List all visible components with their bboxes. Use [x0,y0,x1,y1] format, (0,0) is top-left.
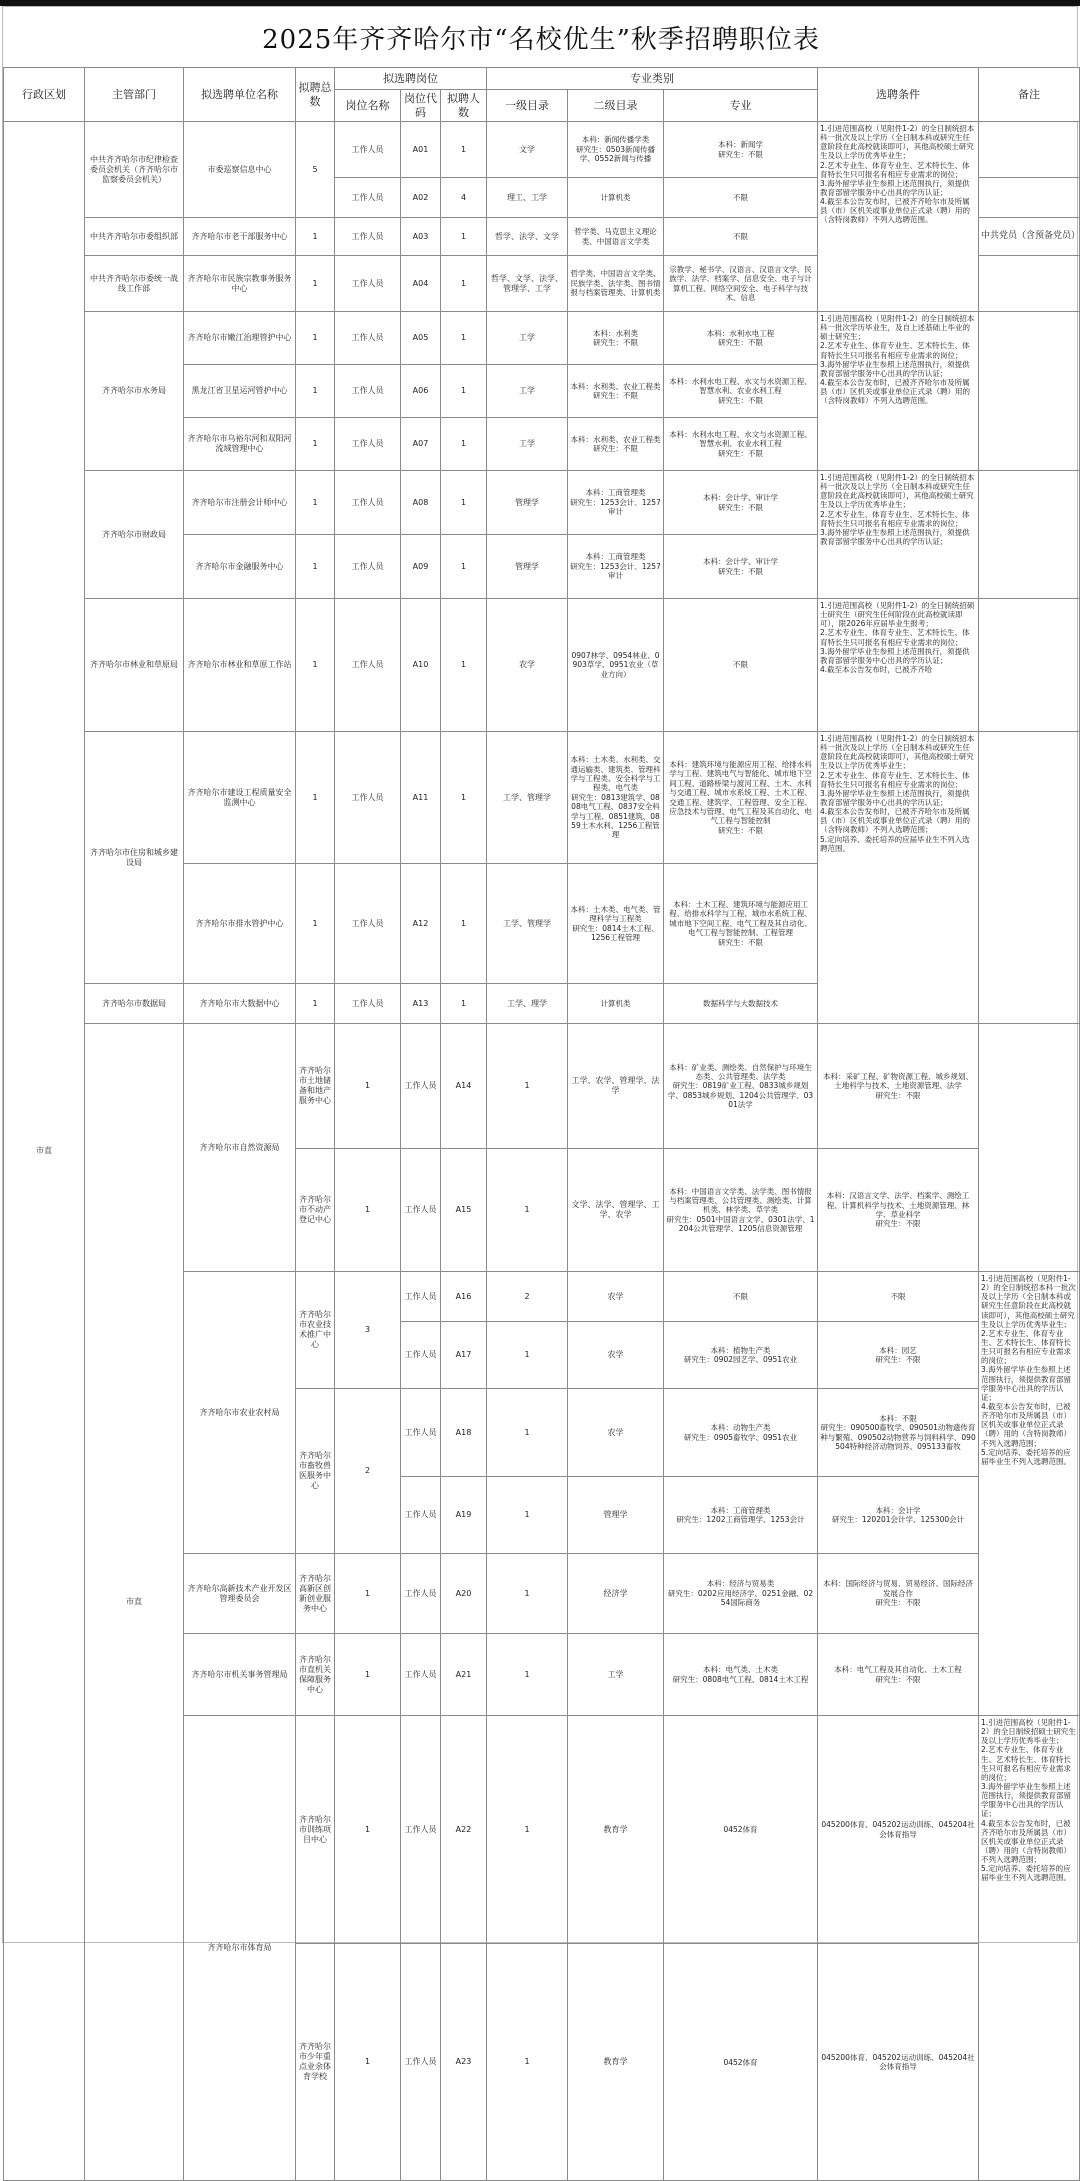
post-name-cell: 工作人员 [335,732,401,864]
post-count-cell: 1 [441,418,487,471]
dept-cell: 齐齐哈尔市住房和城乡建设局 [85,732,184,984]
unit-cell: 齐齐哈尔市排水管护中心 [184,864,296,984]
dept-cell: 齐齐哈尔市数据局 [85,984,184,1024]
post-code-cell: A23 [441,1944,487,2181]
table-row [4,1024,1080,1149]
header-region: 行政区划 [4,68,85,122]
major-cell: 本科：采矿工程、矿物资源工程、城乡规划、土地科学与技术、土地资源管理、法学 研究生：不限 [818,1024,979,1149]
post-name-cell: 工作人员 [335,418,401,471]
major-cell: 本科：建筑环境与能源应用工程、给排水科学与工程、建筑电气与智能化、城市地下空间工程、道路桥梁与渡河工程、土木、水利与交通工程、城市水系统工程、土木工程、交通工程、建筑学、工程管理、安全工程、应急技术与管理、电气工程及其自动化、电气工程与智能控制 研究生：不限 [664,732,818,864]
post-count-cell: 1 [487,1554,568,1634]
post-count-cell: 1 [487,1389,568,1477]
post-code-cell: A16 [441,1272,487,1322]
cat1-cell: 经济学 [568,1554,664,1634]
major-cell: 本科：不限 研究生：090500畜牧学、090501动物遗传育种与繁殖、090502动物营养与饲料科学、090504特种经济动物饲养、095133畜牧 [818,1389,979,1477]
header-cat2: 二级目录 [568,90,664,122]
major-cell: 045200体育、045202运动训练、045204社会体育指导 [818,1716,979,1944]
unit-cell: 齐齐哈尔市直机关保障服务中心 [296,1634,335,1716]
post-count-cell: 1 [441,365,487,418]
remark-cell [979,122,1080,178]
remark-cell [979,256,1080,312]
major-cell: 本科：新闻学 研究生：不限 [664,122,818,178]
post-name-cell: 工作人员 [335,471,401,535]
total-cell: 1 [335,1716,401,1944]
dept-cell: 齐齐哈尔市农业农村局 [184,1272,296,1554]
cat1-cell: 理工、工学 [487,178,568,218]
post-name-cell: 工作人员 [335,984,401,1024]
post-code-cell: A14 [441,1024,487,1149]
major-cell: 不限 [664,178,818,218]
post-count-cell: 1 [441,218,487,256]
post-count-cell: 1 [487,1634,568,1716]
total-cell: 1 [296,599,335,732]
cat2-cell: 本科：工商管理类 研究生：1253会计、1257审计 [568,535,664,599]
cat1-cell: 农学 [568,1322,664,1389]
total-cell: 1 [296,312,335,365]
post-count-cell: 2 [487,1272,568,1322]
post-name-cell: 工作人员 [401,1389,441,1477]
total-cell: 1 [335,1944,401,2181]
total-cell: 2 [335,1389,401,1554]
conditions-cell: 1.引进范围高校（见附件1-2）的全日制统招硕士研究生及以上学历优秀毕业生； 2.艺术专业生、体育专业生、艺术特长生、体育特长生只可报名有相应专业需求的岗位； 3.海外留学毕业生参照上述范围执行，须提供教育部留学服务中心出具的学历认证； 4.截至本公告发布时，已被齐齐哈尔市及所属县（市）区机关或事业单位正式录（聘）用的（含特岗教师）不列入选聘范围； 5.定向培养、委托培养的应届毕业生不列入选聘范围。 [979,1716,1080,2181]
major-cell: 宗教学、秘书学、汉语言、汉语言文学、民族学、法学、档案学、信息安全、电子与计算机工程、网络空间安全、电子科学与技术、信息 [664,256,818,312]
dept-cell: 齐齐哈尔市林业和草原局 [85,599,184,732]
dept-cell: 中共齐齐哈尔市纪律检查委员会机关（齐齐哈尔市监察委员会机关） [85,122,184,218]
cat2-cell: 本科：水利类 研究生：不限 [568,312,664,365]
cat1-cell: 农学 [568,1389,664,1477]
conditions-cell: 1.引进范围高校（见附件1-2）的全日制统招硕士研究生（研究生任何阶段在此高校就读即可），限2026年应届毕业生报考； 2.艺术专业生、体育专业生、艺术特长生、体育特长生只可报名有相应专业需求的岗位； 3.海外留学毕业生参照上述范围执行，须提供教育部留学服务中心出具的学历认证； 4.截至本公告发布时，已被齐齐哈 [818,599,979,732]
unit-cell: 齐齐哈尔市民族宗教事务服务中心 [184,256,296,312]
post-code-cell: A13 [401,984,441,1024]
dept-cell: 齐齐哈尔市水务局 [85,312,184,471]
major-cell: 本科：电气工程及其自动化、土木工程 研究生：不限 [818,1634,979,1716]
major-cell: 本科：会计学、审计学 研究生：不限 [664,471,818,535]
cat1-cell: 哲学、法学、文学 [487,218,568,256]
header-post-name: 岗位名称 [335,90,401,122]
post-code-cell: A07 [401,418,441,471]
unit-cell: 齐齐哈尔市乌裕尔河和双阳河流域管理中心 [184,418,296,471]
dept-cell: 中共齐齐哈尔市委组织部 [85,218,184,256]
post-name-cell: 工作人员 [335,122,401,178]
cat2-cell: 哲学类、中国语言文学类、民族学类、法学类、图书情报与档案管理类、计算机类 [568,256,664,312]
post-code-cell: A19 [441,1477,487,1554]
post-count-cell: 1 [487,1149,568,1272]
remark-cell [979,599,1080,732]
conditions-cell: 1.引进范围高校（见附件1-2）的全日制统招本科一批次学历毕业生，及自上述基础上毕业的硕士研究生； 2.艺术专业生、体育专业生、艺术特长生、体育特长生只可报名有相应专业需求的岗位； 3.海外留学毕业生参照上述范围执行，须提供教育部留学服务中心出具的学历认证； 4.截至本公告发布时，已被齐齐哈尔市及所属县（市）区机关或事业单位正式录（聘）用的（含特岗教师）不列入选聘范围。 [818,312,979,471]
post-count-cell: 1 [441,984,487,1024]
cat2-cell: 本科：水利类、农业工程类 研究生：不限 [568,418,664,471]
cat1-cell: 工学、理学 [487,984,568,1024]
unit-cell: 齐齐哈尔市畜牧兽医服务中心 [296,1389,335,1554]
table-row [4,732,1080,864]
cat2-cell: 本科：土木类、水利类、交通运输类、建筑类、管理科学与工程类、安全科学与工程类、电气类 研究生：0813建筑学、0808电气工程、0837安全科学与工程、0851建筑、0859土木水利、1256工程管理 [568,732,664,864]
cat2-cell: 本科：中国语言文学类、法学类、图书情报与档案管理类、公共管理类、测绘类、计算机类、林学类、草学类 研究生：0501中国语言文学、0301法学、1204公共管理学、1205信息资源管理 [664,1149,818,1272]
header-total: 拟聘总数 [296,68,335,122]
cat2-cell: 0452体育 [664,1944,818,2181]
post-name-cell: 工作人员 [335,864,401,984]
remark-cell [979,312,1080,471]
post-code-cell: A08 [401,471,441,535]
remark-cell [979,471,1080,599]
post-name-cell: 工作人员 [401,1322,441,1389]
post-count-cell: 1 [441,864,487,984]
conditions-cell: 1.引进范围高校（见附件1-2）的全日制统招本科一批次及以上学历（全日制本科或研究生任意阶段在此高校就读即可），其他高校硕士研究生及以上学历优秀毕业生； 2.艺术专业生、体育专业生、艺术特长生、体育特长生只可报名有相应专业需求的岗位； 3.海外留学毕业生参照上述范围执行，须提供教育部留学服务中心出具的学历认证； 4.截至本公告发布时，已被齐齐哈尔市及所属县（市）区机关或事业单位正式录（聘）用的（含特岗教师）不列入选聘范围； 5.定向培养、委托培养的应届毕业生不列入选聘范围。 [818,732,979,1024]
total-cell: 1 [335,1024,401,1149]
post-code-cell: A20 [441,1554,487,1634]
post-name-cell: 工作人员 [401,1554,441,1634]
cat2-cell: 本科：电气类、土木类 研究生：0808电气工程、0814土木工程 [664,1634,818,1716]
header-unit: 拟选聘单位名称 [184,68,296,122]
post-name-cell: 工作人员 [335,218,401,256]
cat2-cell: 本科：动物生产类 研究生：0905畜牧学、0951农业 [664,1389,818,1477]
post-name-cell: 工作人员 [401,1716,441,1944]
header-dept: 主管部门 [85,68,184,122]
major-cell: 本科：汉语言文学、法学、档案学、测绘工程、计算机科学与技术、土地资源管理、林学、草业科学 研究生：不限 [818,1149,979,1272]
total-cell: 1 [296,418,335,471]
major-cell: 本科：园艺 研究生：不限 [818,1322,979,1389]
post-count-cell: 1 [487,1944,568,2181]
cat1-cell: 工学 [487,365,568,418]
post-code-cell: A01 [401,122,441,178]
total-cell: 1 [335,1634,401,1716]
post-name-cell: 工作人员 [335,535,401,599]
post-name-cell: 工作人员 [401,1944,441,2181]
major-cell: 本科：水利水电工程、水文与水资源工程、智慧水利、农业水利工程 研究生：不限 [664,418,818,471]
unit-cell: 齐齐哈尔市农业技术推广中心 [296,1272,335,1389]
unit-cell: 齐齐哈尔市林业和草原工作站 [184,599,296,732]
cat1-cell: 工学 [487,312,568,365]
post-count-cell: 1 [487,1477,568,1554]
total-cell: 1 [296,535,335,599]
post-name-cell: 工作人员 [335,365,401,418]
post-name-cell: 工作人员 [335,256,401,312]
post-code-cell: A09 [401,535,441,599]
post-name-cell: 工作人员 [401,1024,441,1149]
header-post-count: 拟聘人数 [441,90,487,122]
post-count-cell: 1 [441,535,487,599]
unit-cell: 齐齐哈尔高新区创新创业服务中心 [296,1554,335,1634]
header-cat1: 一级目录 [487,90,568,122]
cat2-cell: 哲学类、马克思主义理论类、中国语言文学类 [568,218,664,256]
dept-cell: 中共齐齐哈尔市委统一战线工作部 [85,256,184,312]
cat1-cell: 工学、农学、管理学、法学 [568,1024,664,1149]
post-code-cell: A22 [441,1716,487,1944]
cat1-cell: 管理学 [568,1477,664,1554]
post-count-cell: 1 [441,599,487,732]
total-cell: 1 [296,218,335,256]
remark-cell [979,732,1080,1024]
cat2-cell: 本科：工商管理类 研究生：1202工商管理学、1253会计 [664,1477,818,1554]
cat1-cell: 管理学 [487,471,568,535]
spreadsheet-sheet [2,6,1080,2082]
cat1-cell: 农学 [487,599,568,732]
total-cell: 1 [335,1149,401,1272]
total-cell: 3 [335,1272,401,1389]
cat2-cell: 本科：新闻传播学类 研究生：0503新闻传播学、0552新闻与传播 [568,122,664,178]
cat2-cell: 0907林学、0954林业、0903草学、0951农业（草业方向） [568,599,664,732]
header-group-post: 拟选聘岗位 [335,68,487,90]
unit-cell: 齐齐哈尔市少年重点业余体育学校 [296,1944,335,2181]
conditions-cell: 1.引进范围高校（见附件1-2）的全日制统招本科一批次及以上学历（全日制本科或研究生任意阶段在此高校就读即可），其他高校硕士研究生及以上学历优秀毕业生； 2.艺术专业生、体育专业生、艺术特长生、体育特长生只可报名有相应专业需求的岗位； 3.海外留学毕业生参照上述范围执行，须提供教育部留学服务中心出具的学历认证； 4.截至本公告发布时，已被齐齐哈尔市及所属县（市）区机关或事业单位正式录（聘）用的（含特岗教师）不列入选聘范围； 5.定向培养、委托培养的应届毕业生不列入选聘范围。 [979,1272,1080,1716]
header-cond: 选聘条件 [818,68,979,122]
region-cell: 市直 [4,122,85,2181]
dept-cell: 齐齐哈尔市自然资源局 [184,1024,296,1272]
recruitment-table [3,67,1080,2181]
header-group-major: 专业类别 [487,68,818,90]
cat2-cell: 计算机类 [568,178,664,218]
post-name-cell: 工作人员 [335,599,401,732]
total-cell: 1 [296,256,335,312]
cat1-cell: 文学、法学、管理学、工学、农学 [568,1149,664,1272]
dept-cell: 齐齐哈尔高新技术产业开发区管理委员会 [184,1554,296,1634]
cat2-cell: 本科：水利类、农业工程类 研究生：不限 [568,365,664,418]
post-code-cell: A05 [401,312,441,365]
post-count-cell: 1 [441,312,487,365]
major-cell: 本科：土木工程、建筑环境与能源应用工程、给排水科学与工程、城市水系统工程、城市地下空间工程、电气工程及其自动化、电气工程与智能控制、工程管理 研究生：不限 [664,864,818,984]
post-name-cell: 工作人员 [401,1149,441,1272]
post-code-cell: A03 [401,218,441,256]
major-cell: 不限 [818,1272,979,1322]
dept-cell: 齐齐哈尔市体育局 [184,1716,296,2181]
major-cell: 045200体育、045202运动训练、045204社会体育指导 [818,1944,979,2181]
post-count-cell: 1 [441,471,487,535]
table-row [4,471,1080,535]
cat1-cell: 工学、管理学 [487,864,568,984]
cat2-cell: 本科：植物生产类 研究生：0902园艺学、0951农业 [664,1322,818,1389]
major-cell: 本科：会计学、审计学 研究生：不限 [664,535,818,599]
region-cell: 市直 [85,1024,184,2181]
post-name-cell: 工作人员 [401,1634,441,1716]
post-name-cell: 工作人员 [335,312,401,365]
total-cell: 1 [296,864,335,984]
unit-cell: 齐齐哈尔市不动产登记中心 [296,1149,335,1272]
total-cell: 1 [296,984,335,1024]
cat1-cell: 工学 [568,1634,664,1716]
dept-cell: 齐齐哈尔市机关事务管理局 [184,1634,296,1716]
total-cell: 1 [296,732,335,864]
post-count-cell: 1 [487,1322,568,1389]
post-name-cell: 工作人员 [335,178,401,218]
unit-cell: 黑龙江省卫星运河管护中心 [184,365,296,418]
post-code-cell: A04 [401,256,441,312]
unit-cell: 齐齐哈尔市大数据中心 [184,984,296,1024]
cat1-cell: 哲学、文学、法学、管理学、工学 [487,256,568,312]
cat2-cell: 本科：经济与贸易类 研究生：0202应用经济学、0251金融、0254国际商务 [664,1554,818,1634]
unit-cell: 齐齐哈尔市土地储备和地产服务中心 [296,1024,335,1149]
cat1-cell: 工学 [487,418,568,471]
page-title: 2025年齐齐哈尔市“名校优生”秋季招聘职位表 [262,25,820,55]
header-post-code: 岗位代码 [401,90,441,122]
table-row [4,599,1080,732]
post-code-cell: A02 [401,178,441,218]
cat2-cell: 本科：土木类、电气类、管理科学与工程类 研究生：0814土木工程、1256工程管理 [568,864,664,984]
post-count-cell: 1 [441,256,487,312]
cat1-cell: 管理学 [487,535,568,599]
header-major: 专业 [664,90,818,122]
total-cell: 1 [296,471,335,535]
post-count-cell: 1 [487,1024,568,1149]
conditions-cell [979,1024,1080,1272]
post-count-cell: 1 [441,732,487,864]
cat1-cell: 农学 [568,1272,664,1322]
table-row [4,312,1080,365]
unit-cell: 齐齐哈尔市老干部服务中心 [184,218,296,256]
cat2-cell: 本科：矿业类、测绘类、自然保护与环境生态类、公共管理类、法学类 研究生：0819矿业工程、0833城乡规划学、0853城乡规划、1204公共管理学、0301法学 [664,1024,818,1149]
post-code-cell: A12 [401,864,441,984]
cat1-cell: 教育学 [568,1944,664,2181]
post-code-cell: A15 [441,1149,487,1272]
cat2-cell: 本科：工商管理类 研究生：1253会计、1257审计 [568,471,664,535]
cat1-cell: 教育学 [568,1716,664,1944]
major-cell: 数据科学与大数据技术 [664,984,818,1024]
header-remark: 备注 [979,68,1080,122]
post-code-cell: A17 [441,1322,487,1389]
major-cell: 不限 [664,599,818,732]
unit-cell: 齐齐哈尔市金融服务中心 [184,535,296,599]
remark-cell [979,178,1080,218]
post-count-cell: 1 [441,122,487,178]
post-code-cell: A11 [401,732,441,864]
post-code-cell: A21 [441,1634,487,1716]
post-code-cell: A06 [401,365,441,418]
unit-cell: 齐齐哈尔市建设工程质量安全监测中心 [184,732,296,864]
unit-cell: 齐齐哈尔市训练项目中心 [296,1716,335,1944]
post-count-cell: 1 [487,1716,568,1944]
table-row [4,122,1080,178]
major-cell: 本科：水利水电工程、水文与水资源工程、智慧水利、农业水利工程 研究生：不限 [664,365,818,418]
cat2-cell: 计算机类 [568,984,664,1024]
cat1-cell: 工学、管理学 [487,732,568,864]
major-cell: 本科：水利水电工程 研究生：不限 [664,312,818,365]
major-cell: 本科：会计学 研究生：120201会计学、125300会计 [818,1477,979,1554]
cat2-cell: 0452体育 [664,1716,818,1944]
unit-cell: 齐齐哈尔市注册会计师中心 [184,471,296,535]
total-cell: 5 [296,122,335,218]
dept-cell: 齐齐哈尔市财政局 [85,471,184,599]
unit-cell: 市委巡察信息中心 [184,122,296,218]
total-cell: 1 [296,365,335,418]
conditions-cell: 1.引进范围高校（见附件1-2）的全日制统招本科一批次及以上学历（全日制本科或研究生任意阶段在此高校就读即可），其他高校硕士研究生及以上学历优秀毕业生； 2.艺术专业生、体育专业生、艺术特长生、体育特长生只可报名有相应专业需求的岗位； 3.海外留学毕业生参照上述范围执行，须提供教育部留学服务中心出具的学历认证； [818,471,979,599]
post-name-cell: 工作人员 [401,1272,441,1322]
major-cell: 本科：国际经济与贸易、贸易经济、国际经济发展合作 研究生：不限 [818,1554,979,1634]
cat1-cell: 文学 [487,122,568,178]
conditions-cell: 1.引进范围高校（见附件1-2）的全日制统招本科一批次及以上学历（全日制本科或研究生任意阶段在此高校就读即可），其他高校硕士研究生及以上学历优秀毕业生； 2.艺术专业生、体育专业生、艺术特长生、体育特长生只可报名有相应专业需求的岗位； 3.海外留学毕业生参照上述范围执行，须提供教育部留学服务中心出具的学历认证； 4.截至本公告发布时，已被齐齐哈尔市及所属县（市）区机关或事业单位正式录（聘）用的（含特岗教师）不列入选聘范围。 [818,122,979,312]
post-code-cell: A18 [441,1389,487,1477]
post-code-cell: A10 [401,599,441,732]
major-cell: 不限 [664,218,818,256]
post-count-cell: 4 [441,178,487,218]
remark-cell: 中共党员（含预备党员） [979,218,1080,256]
post-name-cell: 工作人员 [401,1477,441,1554]
total-cell: 1 [335,1554,401,1634]
cat2-cell: 不限 [664,1272,818,1322]
unit-cell: 齐齐哈尔市嫩江治理管护中心 [184,312,296,365]
